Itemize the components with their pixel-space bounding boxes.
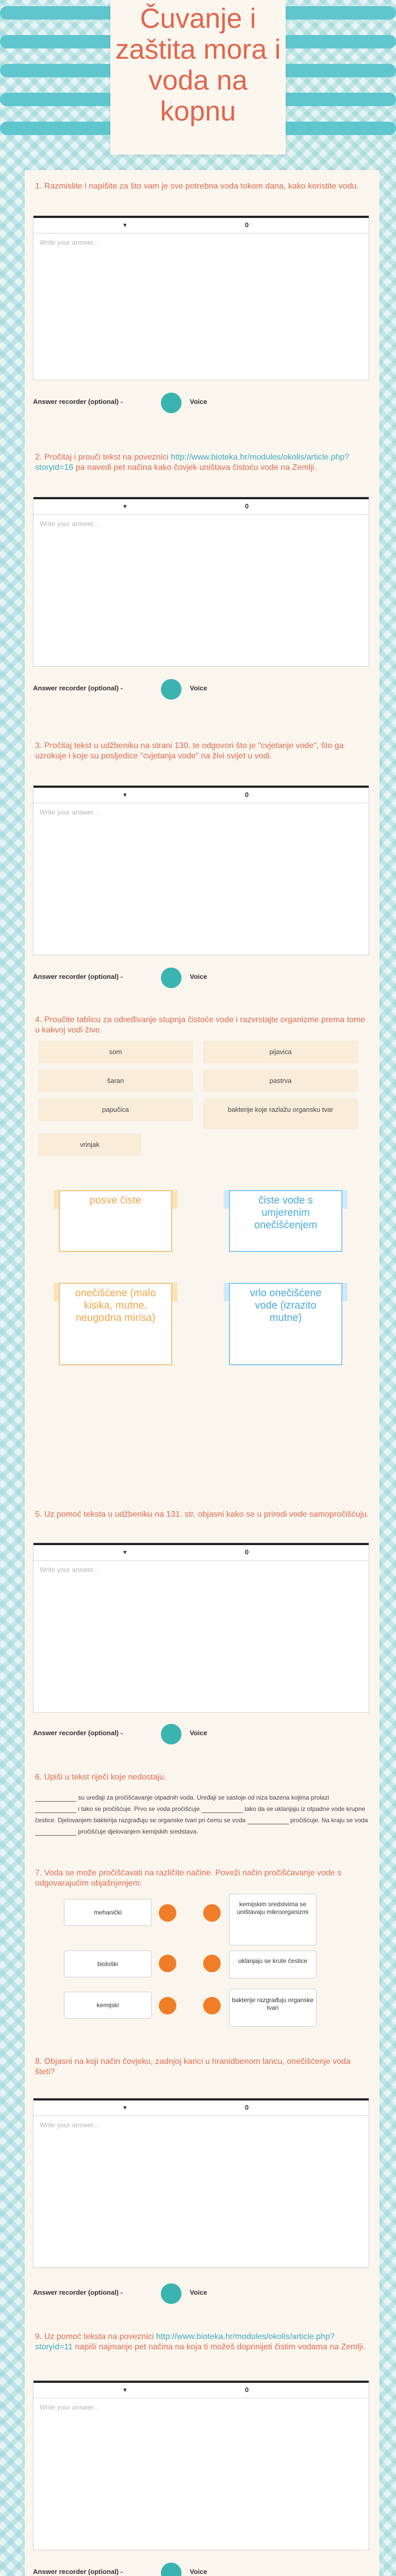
answer-recorder-9 bbox=[33, 2561, 239, 2576]
answer-box-9[interactable] bbox=[33, 2380, 369, 2550]
editor-toolbar[interactable] bbox=[34, 2098, 369, 2116]
answer-box-3[interactable] bbox=[33, 785, 369, 955]
match-right-item[interactable]: bakterije razgrađuju organske tvari bbox=[229, 1989, 317, 2027]
font-size-value[interactable]: 0 bbox=[245, 221, 249, 229]
question-4 bbox=[35, 1015, 369, 1036]
fill-text-part: su uređaji za pročišćavanje otpadnih voda. Uređaji se sastoje od niza bazena kojima prolazi bbox=[76, 1794, 329, 1801]
sort-item[interactable]: šaran bbox=[38, 1070, 193, 1092]
recorder-label: Answer recorder (optional) - bbox=[33, 398, 123, 405]
fill-in-text bbox=[35, 1792, 369, 1837]
record-button[interactable] bbox=[161, 2283, 182, 2304]
answer-recorder-3 bbox=[33, 965, 239, 988]
blank-5[interactable] bbox=[35, 1828, 76, 1836]
answer-box-8[interactable] bbox=[33, 2098, 369, 2268]
font-menu[interactable]: ▾ bbox=[123, 502, 127, 510]
editor-toolbar[interactable] bbox=[34, 2381, 369, 2398]
answer-input[interactable]: Write your answer... bbox=[40, 1566, 99, 1573]
editor-toolbar[interactable] bbox=[34, 786, 369, 803]
bucket-ciste-umjereno[interactable] bbox=[208, 1190, 363, 1262]
font-menu[interactable]: ▾ bbox=[123, 221, 127, 229]
sort-item[interactable]: pastrva bbox=[203, 1070, 358, 1092]
font-menu[interactable]: ▾ bbox=[123, 2386, 127, 2394]
recorder-label: Answer recorder (optional) - bbox=[33, 2568, 123, 2575]
question-2-text: 2. Pročitaj i prouči tekst na poveznici bbox=[35, 453, 171, 462]
font-size-value[interactable]: 0 bbox=[245, 791, 249, 799]
sort-buckets-area bbox=[33, 1180, 369, 1396]
question-3-text: 3. Pročitaj tekst u udžbeniku na strani 130. te odgovori što je "cvjetanje vode", što ga uzrokuje i koje su posljedice "cvjetanja vode" na živi svijet u vodi. bbox=[35, 741, 344, 760]
blank-1[interactable] bbox=[35, 1794, 76, 1802]
answer-recorder-2 bbox=[33, 677, 239, 700]
voice-label: Voice bbox=[190, 684, 207, 692]
question-1 bbox=[35, 181, 369, 192]
font-size-value[interactable]: 0 bbox=[245, 1548, 249, 1556]
main-panel bbox=[25, 170, 380, 2576]
recorder-label: Answer recorder (optional) - bbox=[33, 973, 123, 980]
font-menu[interactable]: ▾ bbox=[123, 791, 127, 799]
bucket-vrlo-oneciscene[interactable] bbox=[208, 1283, 363, 1376]
recorder-label: Answer recorder (optional) - bbox=[33, 1729, 123, 1737]
match-connector[interactable] bbox=[203, 1997, 221, 2014]
answer-input[interactable]: Write your answer... bbox=[40, 808, 99, 816]
font-menu[interactable]: ▾ bbox=[123, 2104, 127, 2111]
fill-text-part: i tako se pročišćuje. Prvo se voda pročišćuje bbox=[76, 1805, 202, 1812]
match-connector[interactable] bbox=[159, 1955, 176, 1972]
title-card bbox=[110, 0, 286, 155]
recorder-label: Answer recorder (optional) - bbox=[33, 684, 123, 692]
question-2-text-rest: pa navedi pet načina kako čovjek uništava čistoću vode na Zemlji. bbox=[73, 463, 317, 472]
matching-area bbox=[33, 1894, 369, 2038]
record-button[interactable] bbox=[161, 1724, 182, 1744]
sort-item[interactable]: papučica bbox=[38, 1098, 193, 1121]
match-connector[interactable] bbox=[159, 1997, 176, 2014]
header bbox=[0, 0, 396, 155]
record-button[interactable] bbox=[161, 2563, 182, 2576]
sort-item[interactable]: som bbox=[38, 1041, 193, 1063]
answer-input[interactable]: Write your answer... bbox=[40, 2403, 99, 2411]
answer-box-1[interactable] bbox=[33, 215, 369, 380]
question-9-text: 9. Uz pomoć teksta na poveznici bbox=[35, 2332, 156, 2341]
font-size-value[interactable]: 0 bbox=[245, 502, 249, 510]
editor-toolbar[interactable] bbox=[34, 497, 369, 515]
question-4-text: 4. Proučite tablicu za određivanje stupnja čistoće vode i razvrstajte organizme prema tome u kakvoj vodi žive. bbox=[35, 1015, 366, 1035]
match-left-item[interactable]: kemijski bbox=[64, 1992, 152, 2019]
question-1-text: 1. Razmislite i napišite za što vam je sve potrebna voda tokom dana, kako koristite vodu. bbox=[35, 182, 359, 191]
bucket-label: onečišćene (malo kisika, mutne, neugodna mirisa) bbox=[75, 1287, 156, 1324]
question-5 bbox=[35, 1510, 369, 1520]
question-5-text: 5. Uz pomoć teksta u udžbeniku na 131. str. objasni kako se u prirodi vode samopročišćuju. bbox=[35, 1510, 369, 1519]
question-3 bbox=[35, 741, 369, 761]
question-7-text: 7. Voda se može pročišćavati na različite načine. Poveži način pročišćavanje vode s odgovarajućim objašnjenjem: bbox=[35, 1869, 342, 1888]
fill-text-part: pročišćuje. Na kraju se voda bbox=[288, 1817, 368, 1824]
recorder-label: Answer recorder (optional) - bbox=[33, 2289, 123, 2296]
bucket-posve-ciste[interactable] bbox=[38, 1190, 193, 1262]
match-connector[interactable] bbox=[203, 1904, 221, 1922]
question-7 bbox=[35, 1868, 369, 1889]
match-connector[interactable] bbox=[203, 1955, 221, 1972]
question-9-link[interactable]: http://www.bioteka.hr/modules/okolis/article.php?storyid=11 bbox=[35, 2332, 335, 2351]
voice-label: Voice bbox=[190, 398, 207, 405]
record-button[interactable] bbox=[161, 679, 182, 700]
record-button[interactable] bbox=[161, 968, 182, 988]
editor-toolbar[interactable] bbox=[34, 1543, 369, 1561]
answer-input[interactable]: Write your answer... bbox=[40, 239, 99, 246]
answer-box-5[interactable] bbox=[33, 1543, 369, 1713]
question-9-text-rest: napiši najmanje pet načina na koja ti možeš doprinijeti čistim vodama na Zemlji. bbox=[73, 2343, 366, 2351]
sort-item[interactable]: vrinjak bbox=[38, 1133, 141, 1156]
question-6 bbox=[35, 1772, 369, 1783]
voice-label: Voice bbox=[190, 2568, 207, 2575]
bucket-oneciscene[interactable] bbox=[38, 1283, 193, 1376]
editor-toolbar[interactable] bbox=[34, 216, 369, 233]
voice-label: Voice bbox=[190, 1729, 207, 1737]
font-size-value[interactable]: 0 bbox=[245, 2104, 249, 2111]
answer-box-2[interactable] bbox=[33, 497, 369, 667]
blank-4[interactable] bbox=[248, 1817, 289, 1824]
sort-item[interactable]: bakterije koje razlažu organsku tvar bbox=[203, 1098, 358, 1129]
answer-recorder-8 bbox=[33, 2281, 239, 2304]
blank-2[interactable] bbox=[35, 1806, 76, 1813]
question-2 bbox=[35, 452, 369, 473]
match-left-item[interactable]: biološki bbox=[64, 1951, 152, 1977]
answer-recorder-5 bbox=[33, 1722, 239, 1744]
answer-input[interactable]: Write your answer... bbox=[40, 2121, 99, 2129]
question-8-text: 8. Objasni na koji način čovjeku, zadnjoj karici u hranidbenom lancu, onečišćenje voda šteti? bbox=[35, 2057, 351, 2076]
match-left-item[interactable]: mehanički bbox=[64, 1899, 152, 1926]
match-right-item[interactable]: kemijskim sredstvima se uništavaju mikroorganizmi bbox=[229, 1894, 317, 1945]
record-button[interactable] bbox=[161, 393, 182, 413]
bucket-label: vrlo onečišćene vode (izrazito mutne) bbox=[250, 1287, 322, 1324]
sort-item[interactable]: pijavica bbox=[203, 1041, 358, 1063]
blank-3[interactable] bbox=[202, 1806, 243, 1813]
match-connector[interactable] bbox=[159, 1904, 176, 1922]
answer-recorder-1 bbox=[33, 391, 239, 413]
font-size-value[interactable]: 0 bbox=[245, 2386, 249, 2394]
bucket-label: čiste vode s umjerenim onečišćenjem bbox=[254, 1195, 318, 1231]
question-6-text: 6. Upiši u tekst riječi koje nedostaju. bbox=[35, 1773, 167, 1782]
question-8 bbox=[35, 2057, 369, 2077]
font-menu[interactable]: ▾ bbox=[123, 1548, 127, 1556]
fill-text-part: pročišćuje djelovanjem kemijskih sredstava. bbox=[76, 1828, 199, 1835]
voice-label: Voice bbox=[190, 2289, 207, 2296]
match-right-item[interactable]: uklanjaju se krute čestice bbox=[229, 1951, 317, 1978]
voice-label: Voice bbox=[190, 973, 207, 980]
fill-text-part: tako da se uklanjaju iz otpadne vode krupne čestice. Djelovanjem bakterija razgrađuju se organske tvari pri čemu se voda bbox=[35, 1805, 366, 1824]
page-title: Čuvanje i zaštita mora i voda na kopnu bbox=[115, 3, 281, 127]
answer-input[interactable]: Write your answer... bbox=[40, 520, 99, 528]
question-2-link[interactable]: http://www.bioteka.hr/modules/okolis/article.php?storyid=16 bbox=[35, 453, 350, 472]
question-9 bbox=[35, 2332, 369, 2352]
bucket-label: posve čiste bbox=[89, 1195, 142, 1206]
